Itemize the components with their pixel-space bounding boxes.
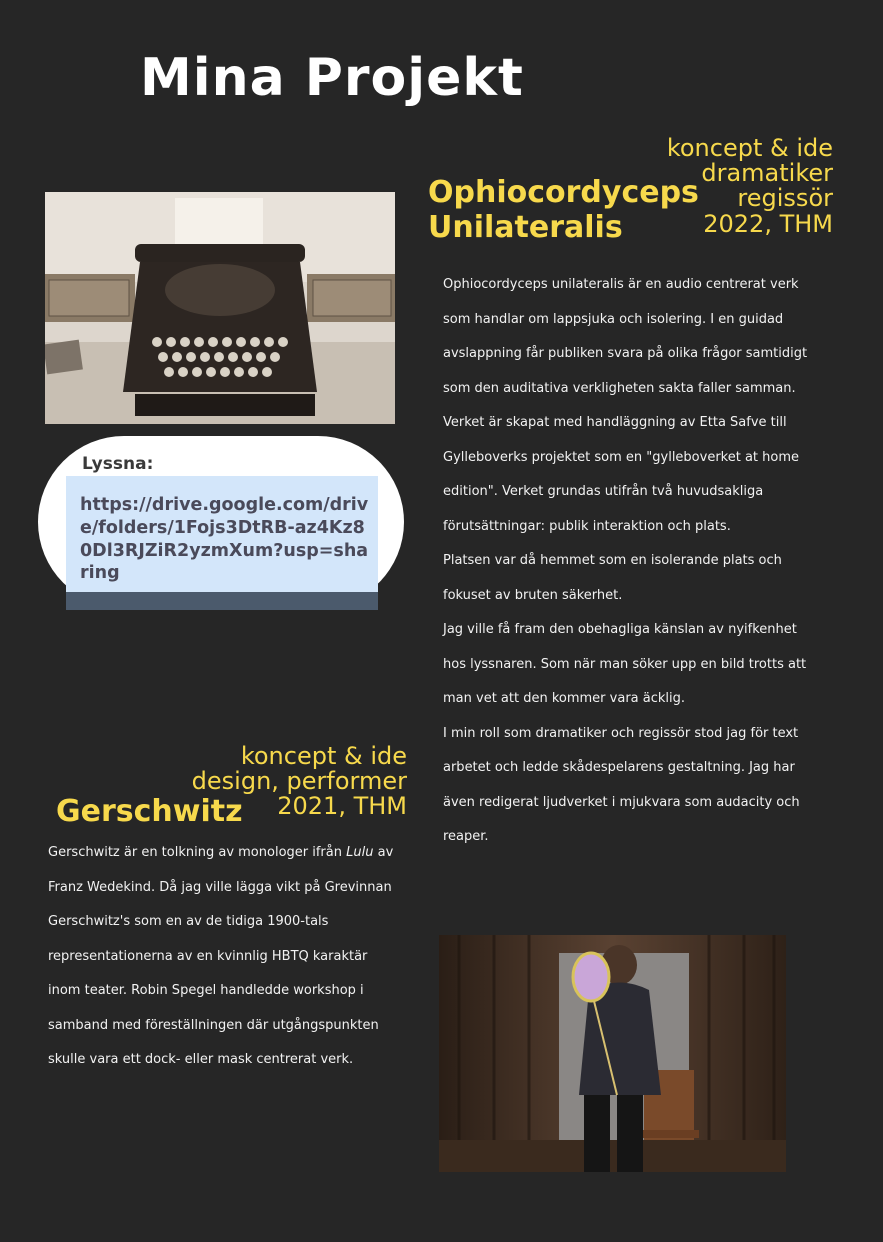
project2-paragraph [48,836,398,1078]
project1-paragraph: Ophiocordyceps unilateralis är en audio centrerat verk som handlar om lappsjuka och isolering. I en guidad avslappning får publiken svara på olika frågor samtidigt som den auditativa verkligheten sakta faller samman. Verket är skapat med handläggning av Etta Safve till Gylleboverks projektet som en "gylleboverket at home edition". Verket grundas utifrån två huvudsakliga förutsättningar: publik interaktion och plats. [443,277,808,534]
project1-title-line: Ophiocordyceps [428,175,699,210]
performer-image [439,935,786,1172]
project2-text-part: Gerschwitz är en tolkning av monologer ifrån [48,845,347,860]
project2-italic-title: Lulu [346,845,374,860]
project1-title-line: Unilateralis [428,209,623,245]
project1-title [428,176,699,245]
listen-box-shadow [66,592,378,610]
project2-meta-line: koncept & ide [240,742,407,770]
project2-meta-line: 2021, THM [277,792,407,821]
listen-label: Lyssna: [82,454,154,474]
project1-meta-line: regissör [737,184,833,213]
project1-meta-line: 2022, THM [703,209,833,238]
page-title: Mina Projekt [140,48,524,108]
project1-description [443,268,823,855]
project2-description [48,836,398,1078]
project1-paragraph: Platsen var då hemmet som en isolerande plats och fokuset av bruten säkerhet. [443,553,782,603]
project1-meta-line: koncept & ide [666,134,833,162]
project2-title: Gerschwitz [56,794,243,829]
project1-meta-line: dramatiker [701,159,833,188]
typewriter-image [45,192,395,424]
project1-paragraph: Jag ville få fram den obehagliga känslan av nyifkenhet hos lyssnaren. Som när man söker upp en bild trotts att man vet att den kommer vara äcklig. [443,622,807,706]
project2-meta-line: design, performer [191,767,407,796]
project2-text-part: av Franz Wedekind. Då jag ville lägga vikt på Grevinnan Gerschwitz's som en av de tidiga 1900-tals representationerna av en kvinnlig HBTQ karaktär inom teater. Robin Spegel handledde workshop i samband med föreställningen där utgångspunkten skulle vara ett dock- eller mask centrerat verk. [48,845,394,1067]
listen-link[interactable]: https://drive.google.com/drive/folders/1Fojs3DtRB-az4Kz80Dl3RJZiR2yzmXum?usp=sharing [80,495,369,584]
project1-paragraph: I min roll som dramatiker och regissör stod jag för text arbetet och ledde skådespelarens gestaltning. Jag har även redigerat ljudverket i mjukvara som audacity och reaper. [443,725,800,844]
